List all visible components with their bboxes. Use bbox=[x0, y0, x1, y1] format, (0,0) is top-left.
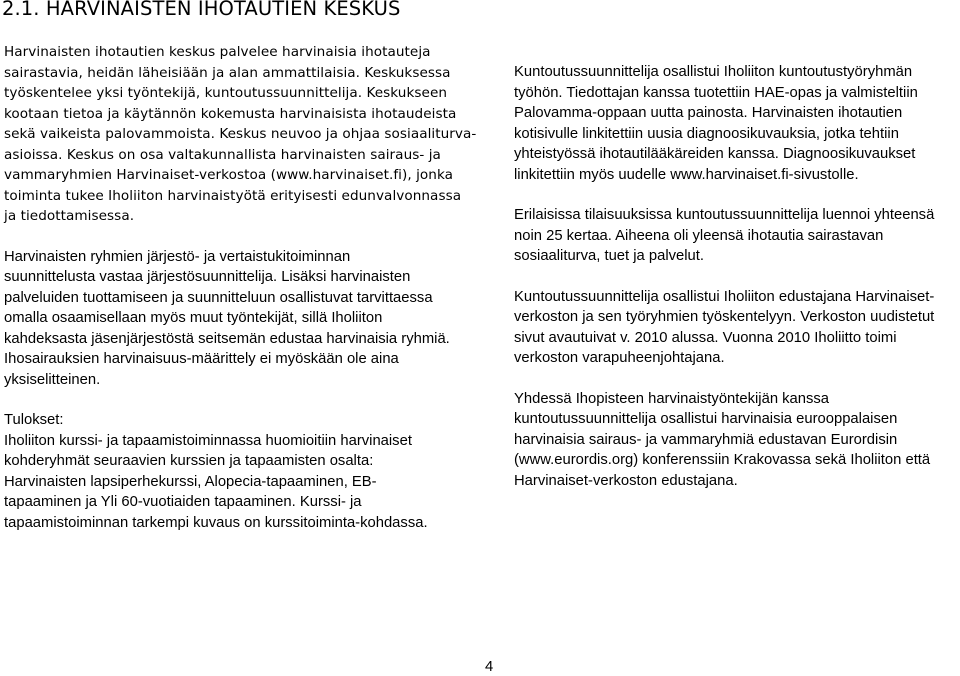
text-line: kahdeksasta jäsenjärjestöstä seitsemän edustaa harvinaisia ryhmiä. bbox=[4, 330, 450, 347]
text-line: verkoston varapuheenjohtajana. bbox=[514, 350, 725, 366]
text-line: tapaaminen ja Yli 60-vuotiaiden tapaaminen. Kurssi- ja bbox=[4, 494, 362, 510]
text-line: harvinaisia sairaus- ja vammaryhmiä edustavan Eurordisin bbox=[514, 431, 898, 448]
results-paragraph bbox=[4, 410, 484, 533]
text-line: tapaamistoiminnan tarkempi kuvaus on kurssitoiminta-kohdassa. bbox=[4, 514, 428, 531]
text-line: kotisivulle linkitettiin uusia diagnoosikuvauksia, jotka tehtiin bbox=[514, 125, 899, 142]
text-line: työskentelee yksi työntekijä, kuntoutussuunnittelija. Keskukseen bbox=[4, 85, 448, 101]
text-line: kuntoutussuunnittelija osallistui harvinaisia eurooppalaisen bbox=[514, 411, 898, 427]
text-line: sekä vaikeista palovammoista. Keskus neuvoo ja ohjaa sosiaaliturva- bbox=[4, 126, 477, 142]
text-line: Harvinaisten lapsiperhekurssi, Alopecia-tapaaminen, EB- bbox=[4, 473, 377, 490]
results-heading: Tulokset: bbox=[4, 412, 64, 428]
text-line: noin 25 kertaa. Aiheena oli yleensä ihotautia sairastavan bbox=[514, 227, 884, 244]
organization-paragraph bbox=[4, 247, 484, 391]
text-line: Ihosairauksien harvinaisuus-määrittely ei myöskään ole aina bbox=[4, 351, 399, 367]
text-line: Palovamma-oppaan uutta painosta. Harvinaisten ihotautien bbox=[514, 105, 903, 121]
text-line: sosiaaliturva, tuet ja palvelut. bbox=[514, 248, 704, 264]
eurordis-paragraph bbox=[514, 389, 956, 492]
text-line: yksiselitteinen. bbox=[4, 371, 101, 388]
rehab-group-paragraph bbox=[514, 62, 956, 185]
left-column bbox=[4, 42, 484, 553]
intro-paragraph bbox=[4, 42, 484, 227]
text-line: kootaan tietoa ja käytännön kokemusta harvinaisista ihotaudeista bbox=[4, 105, 457, 122]
text-line: sivut avautuivat v. 2010 alussa. Vuonna 2010 Iholiitto toimi bbox=[514, 329, 897, 346]
network-paragraph bbox=[514, 287, 956, 369]
text-line: Kuntoutussuunnittelija osallistui Iholiiton edustajana Harvinaiset- bbox=[514, 288, 935, 305]
text-line: yhteistyössä ihotautilääkäreiden kanssa. Diagnoosikuvaukset bbox=[514, 146, 916, 162]
text-line: sairastavia, heidän läheisiään ja alan ammattilaisia. Keskuksessa bbox=[4, 64, 451, 81]
text-line: Harvinaisten ryhmien järjestö- ja vertaistukitoiminnan bbox=[4, 248, 351, 265]
text-line: (www.eurordis.org) konferenssiin Krakovassa sekä Iholiiton että bbox=[514, 452, 931, 468]
text-line: ja tiedottamisessa. bbox=[4, 208, 135, 224]
text-line: Kuntoutussuunnittelija osallistui Iholiiton kuntoutustyöryhmän bbox=[514, 64, 913, 80]
right-column bbox=[514, 62, 956, 511]
text-line: Harvinaiset-verkoston edustajana. bbox=[514, 472, 738, 489]
text-line: työhön. Tiedottajan kanssa tuotettiin HAE-opas ja valmisteltiin bbox=[514, 84, 918, 101]
text-line: asioissa. Keskus on osa valtakunnallista harvinaisten sairaus- ja bbox=[4, 146, 441, 163]
text-line: Yhdessä Ihopisteen harvinaistyöntekijän kanssa bbox=[514, 390, 830, 407]
text-line: Erilaisissa tilaisuuksissa kuntoutussuunnittelija luennoi yhteensä bbox=[514, 207, 935, 223]
section-heading: 2.1. HARVINAISTEN IHOTAUTIEN KESKUS bbox=[2, 0, 401, 20]
text-line: linkitettiin myös uudelle www.harvinaiset.fi-sivustolle. bbox=[514, 166, 859, 183]
text-line: toiminta tukee Iholiiton harvinaistyötä erityisesti edunvalvonnassa bbox=[4, 187, 462, 204]
page-number: 4 bbox=[485, 659, 494, 675]
text-line: omalla osaamisellaan myös muut työntekijät, sillä Iholiiton bbox=[4, 310, 383, 326]
text-line: kohderyhmät seuraavien kurssien ja tapaamisten osalta: bbox=[4, 453, 374, 469]
text-line: suunnittelusta vastaa järjestösuunnittelija. Lisäksi harvinaisten bbox=[4, 269, 411, 285]
lectures-paragraph bbox=[514, 205, 956, 267]
text-line: Iholiiton kurssi- ja tapaamistoiminnassa huomioitiin harvinaiset bbox=[4, 432, 412, 449]
text-line: palveluiden tuottamiseen ja suunnitteluun osallistuvat tarvittaessa bbox=[4, 289, 433, 306]
text-line: verkoston ja sen työryhmien työskentelyyn. Verkoston uudistetut bbox=[514, 309, 935, 325]
text-line: vammaryhmien Harvinaiset-verkostoa (www.harvinaiset.fi), jonka bbox=[4, 167, 454, 183]
text-line: Harvinaisten ihotautien keskus palvelee harvinaisia ihotauteja bbox=[4, 44, 431, 60]
